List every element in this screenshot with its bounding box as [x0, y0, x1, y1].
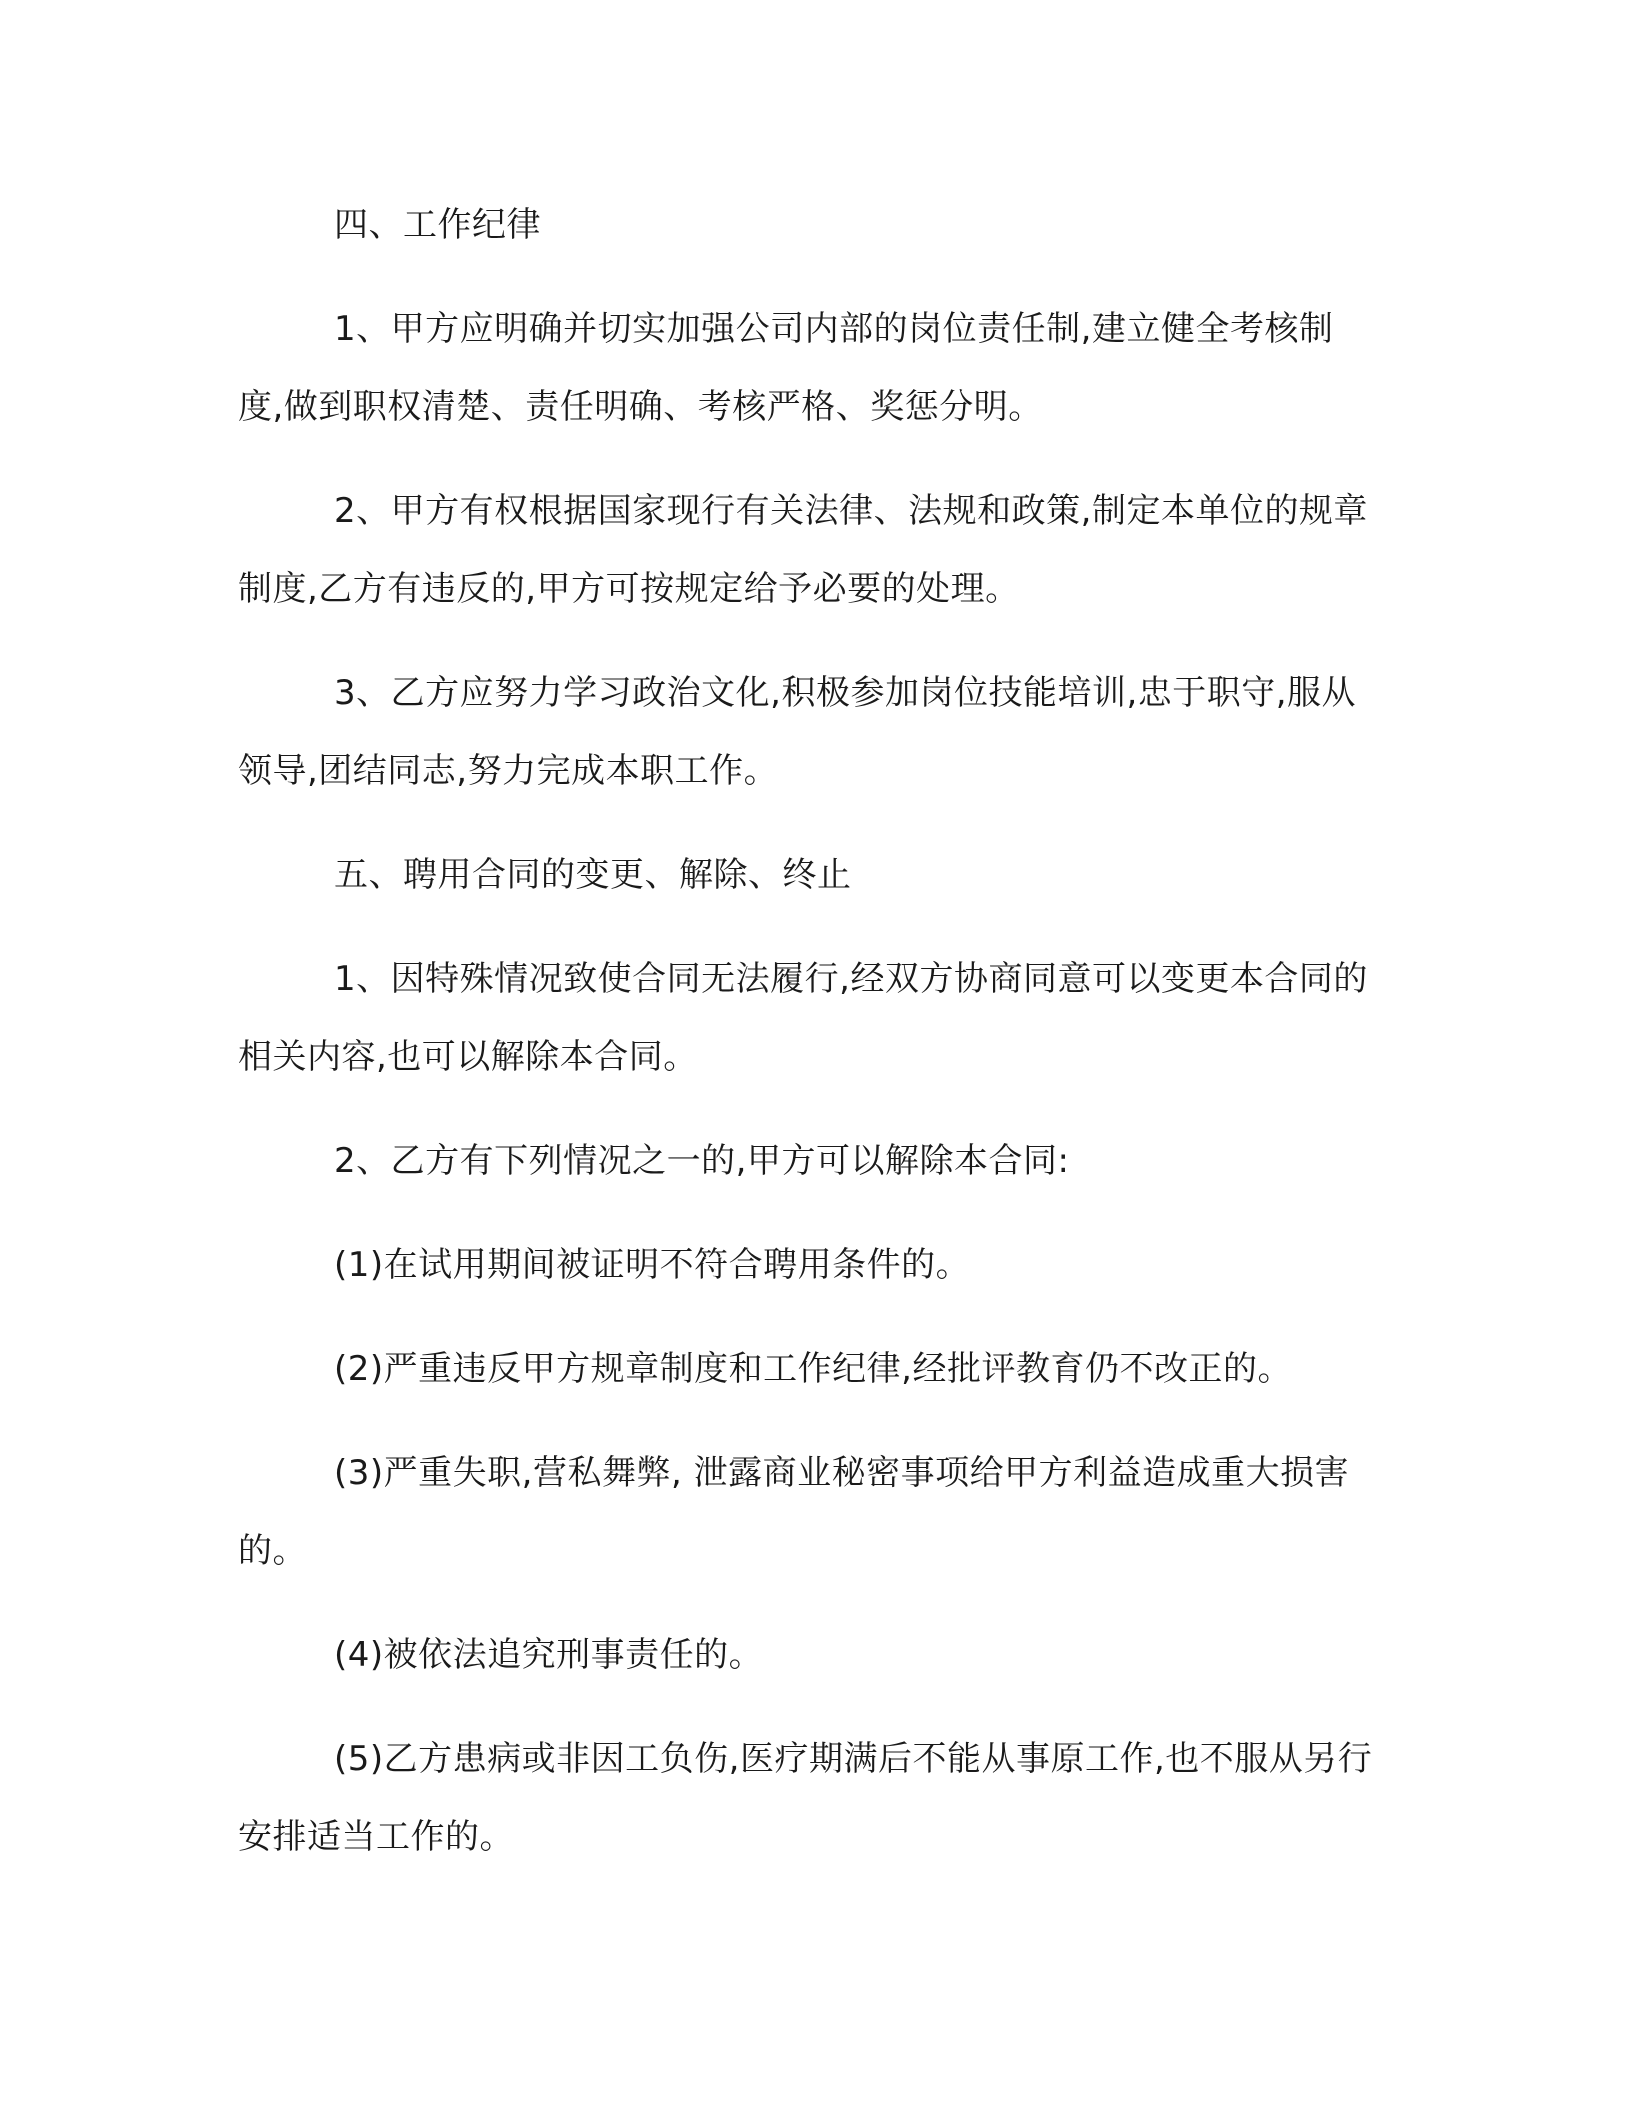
list-item: (1)在试用期间被证明不符合聘用条件的。	[334, 1245, 971, 1285]
paragraph: 2、甲方有权根据国家现行有关法律、法规和政策,制定本单位的规章制度,乙方有违反的,甲方可按规定给予必要的处理。	[238, 491, 1368, 609]
paragraph: 1、因特殊情况致使合同无法履行,经双方协商同意可以变更本合同的相关内容,也可以解除本合同。	[238, 959, 1368, 1077]
paragraph: 2、乙方有下列情况之一的,甲方可以解除本合同:	[334, 1141, 1070, 1181]
section-heading-contract-changes: 五、聘用合同的变更、解除、终止	[334, 855, 852, 895]
section-heading-work-discipline: 四、工作纪律	[334, 205, 541, 245]
list-item: (3)严重失职,营私舞弊, 泄露商业秘密事项给甲方利益造成重大损害的。	[238, 1453, 1350, 1571]
paragraph: 1、甲方应明确并切实加强公司内部的岗位责任制,建立健全考核制度,做到职权清楚、责任明确、考核严格、奖惩分明。	[238, 309, 1334, 427]
paragraph: 3、乙方应努力学习政治文化,积极参加岗位技能培训,忠于职守,服从领导,团结同志,努力完成本职工作。	[238, 673, 1357, 791]
list-item: (5)乙方患病或非因工负伤,医疗期满后不能从事原工作,也不服从另行安排适当工作的。	[238, 1739, 1373, 1857]
list-item: (2)严重违反甲方规章制度和工作纪律,经批评教育仍不改正的。	[334, 1349, 1292, 1389]
document-body	[238, 186, 1378, 1902]
list-item: (4)被依法追究刑事责任的。	[334, 1635, 764, 1675]
